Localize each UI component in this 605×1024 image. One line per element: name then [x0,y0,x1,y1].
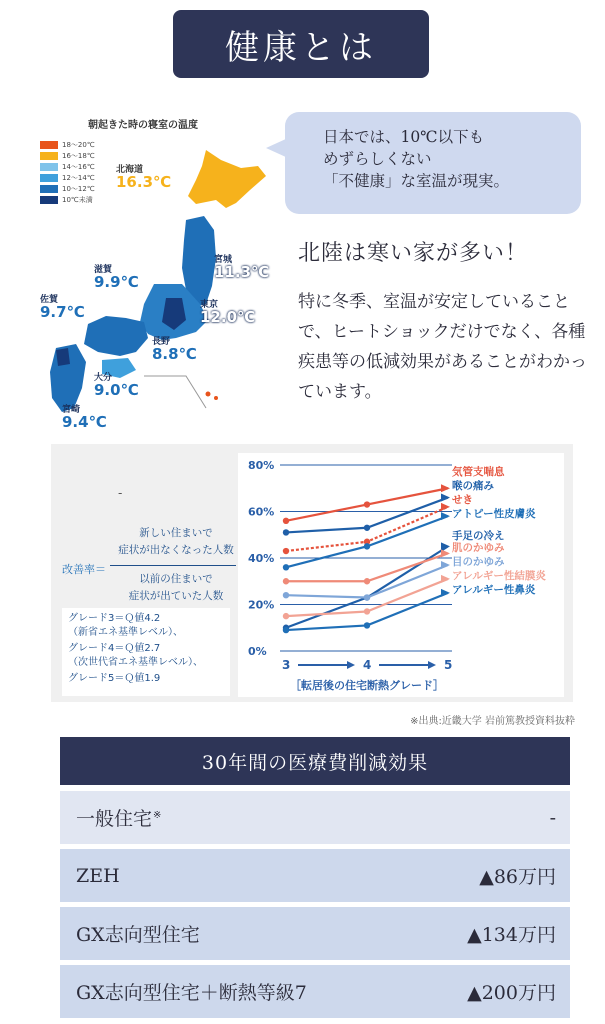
legend-label: 14～16℃ [62,162,95,171]
legend-swatch [40,141,58,149]
row-label: ZEH [76,864,120,887]
map-title: 朝起きた時の寝室の温度 [88,120,198,131]
numerator-line-2: 症状が出なくなった人数 [118,544,234,556]
city-name: 大分 [94,373,113,383]
legend-swatch [40,152,58,160]
grade-3-value: グレード3＝Ｑ値4.2 [68,613,161,624]
hokuriku-body: 特に冬季、室温が安定していることで、ヒートショックだけでなく、各種疾患等の低減効果があることがわかっています。 [298,292,587,402]
row-label: GX志向型住宅＋断熱等級7 [76,982,307,1004]
denominator-line-2: 症状が出ていた人数 [128,590,224,602]
city-temp: 9.7℃ [40,303,85,321]
improvement-chart [238,453,564,697]
legend-item [40,150,95,161]
y-tick-label: 0% [248,645,267,658]
y-tick-label: 60% [248,505,275,519]
data-point [364,525,370,531]
legend-label: 10℃未満 [62,195,93,204]
map-label-hokkaido [116,166,171,190]
city-name: 宮城 [214,255,233,265]
y-tick-label: 80% [248,459,275,472]
data-point-arrow [441,503,450,511]
city-name: 佐賀 [40,295,59,305]
grade-3 [68,612,224,639]
legend-item [40,183,95,194]
table-row [60,907,570,960]
data-point [364,501,370,507]
legend-swatch [40,196,58,204]
series-label: せき [452,494,473,506]
japan-temperature-map [36,108,292,434]
legend-label: 10～12℃ [62,184,95,193]
x-tick-label: 4 [363,658,372,672]
series-label: 手足の冷え [452,530,505,542]
x-axis-label: ［転居後の住宅断熱グレード］ [290,679,444,692]
data-point-arrow [441,549,450,557]
line-chart-svg [238,453,564,697]
legend-item [40,172,95,183]
data-point-arrow [441,512,450,520]
city-name: 北海道 [116,165,144,175]
table-row [60,965,570,1018]
map-label-miyazaki [62,406,107,430]
grade-5-value: グレード5＝Ｑ値1.9 [68,673,161,684]
legend-label: 18～20℃ [62,140,95,149]
row-value: - [549,806,556,829]
row-label: GX志向型住宅 [76,924,200,946]
grade-definitions [62,608,230,696]
data-point-arrow [441,484,450,492]
data-point [283,578,289,584]
map-label-saga [40,296,85,320]
data-point [283,592,289,598]
grade-4-value: グレード4＝Ｑ値2.7 [68,643,161,654]
denominator-line-1: 以前の住まいで [139,573,213,585]
bubble-line-1: 日本では、10℃以下も [323,128,485,146]
map-label-shiga [94,266,139,290]
map-label-nagano [152,338,197,362]
city-name: 東京 [200,300,219,310]
formula-denominator [116,571,236,605]
legend-swatch [40,185,58,193]
x-arrow-head [428,661,436,669]
row-label: 一般住宅※ [76,808,162,830]
table-row [60,791,570,844]
data-point-arrow [441,494,450,502]
source-note: ※出典:近畿大学 岩前篤教授資料抜粋 [410,716,575,727]
series-label: 気管支喘息 [452,466,505,478]
grade-4-note: （次世代省エネ基準レベル）、 [68,656,203,668]
bubble-line-2: めずらしくない [323,150,432,168]
series-label: 肌のかゆみ [452,542,505,554]
bubble-line-3: 「不健康」な室温が現実。 [323,172,510,190]
y-tick-label: 40% [248,552,275,565]
x-arrow-head [347,661,355,669]
city-temp: 11.3℃ [214,263,270,281]
hokuriku-heading: 北陸は寒い家が多い！ [298,241,529,266]
series-label: アトピー性皮膚炎 [452,508,536,520]
map-legend [40,139,95,205]
legend-item [40,139,95,150]
row-value: ▲200万円 [467,982,556,1004]
legend-label: 12～14℃ [62,173,95,182]
city-name: 滋賀 [94,265,113,275]
city-temp: 9.9℃ [94,273,139,291]
data-point-arrow [441,589,450,597]
city-name: 宮崎 [62,405,81,415]
city-temp: 9.4℃ [62,413,107,431]
data-point [364,594,370,600]
x-tick-label: 3 [282,658,291,672]
grade-3-note: （新省エネ基準レベル）、 [68,626,183,638]
fraction-line [110,565,236,566]
series-label: 目のかゆみ [452,556,505,568]
city-name: 長野 [152,337,171,347]
data-point [283,564,289,570]
y-tick-label: 20% [248,598,275,612]
legend-swatch [40,163,58,171]
data-point-arrow [441,561,450,569]
data-point-arrow [441,575,450,583]
map-label-oita [94,374,139,398]
data-point [364,608,370,614]
data-point [364,543,370,549]
data-point [283,613,289,619]
legend-swatch [40,174,58,182]
row-value: ▲86万円 [479,866,556,888]
legend-item [40,194,95,205]
speech-bubble [285,112,581,214]
table-header: 30年間の医療費削減効果 [60,737,570,785]
city-temp: 8.8℃ [152,345,197,363]
city-temp: 9.0℃ [94,381,139,399]
series-label: 喉の痛み [452,480,494,492]
formula-dash: - [118,486,123,500]
city-temp: 16.3℃ [116,173,172,191]
data-point [283,518,289,524]
grade-4 [68,642,224,669]
data-point [364,622,370,628]
legend-label: 16～18℃ [62,151,95,160]
x-tick-label: 5 [444,658,453,672]
footnote-mark: ※ [153,809,162,821]
map-label-miyagi [214,256,269,280]
table-row [60,849,570,902]
page-title: 健康とは [173,10,429,78]
numerator-line-1: 新しい住まいで [139,527,213,539]
data-point [283,529,289,535]
formula-numerator [116,525,236,559]
series-label: アレルギー性鼻炎 [452,584,536,596]
city-temp: 12.0℃ [200,308,256,326]
formula-label: 改善率＝ [62,563,106,576]
map-label-tokyo [200,301,255,325]
data-point [283,627,289,633]
legend-item [40,161,95,172]
series-label: アレルギー性結膜炎 [452,570,546,582]
data-point [283,548,289,554]
row-value: ▲134万円 [467,924,556,946]
data-point [364,578,370,584]
grade-5 [68,672,224,686]
